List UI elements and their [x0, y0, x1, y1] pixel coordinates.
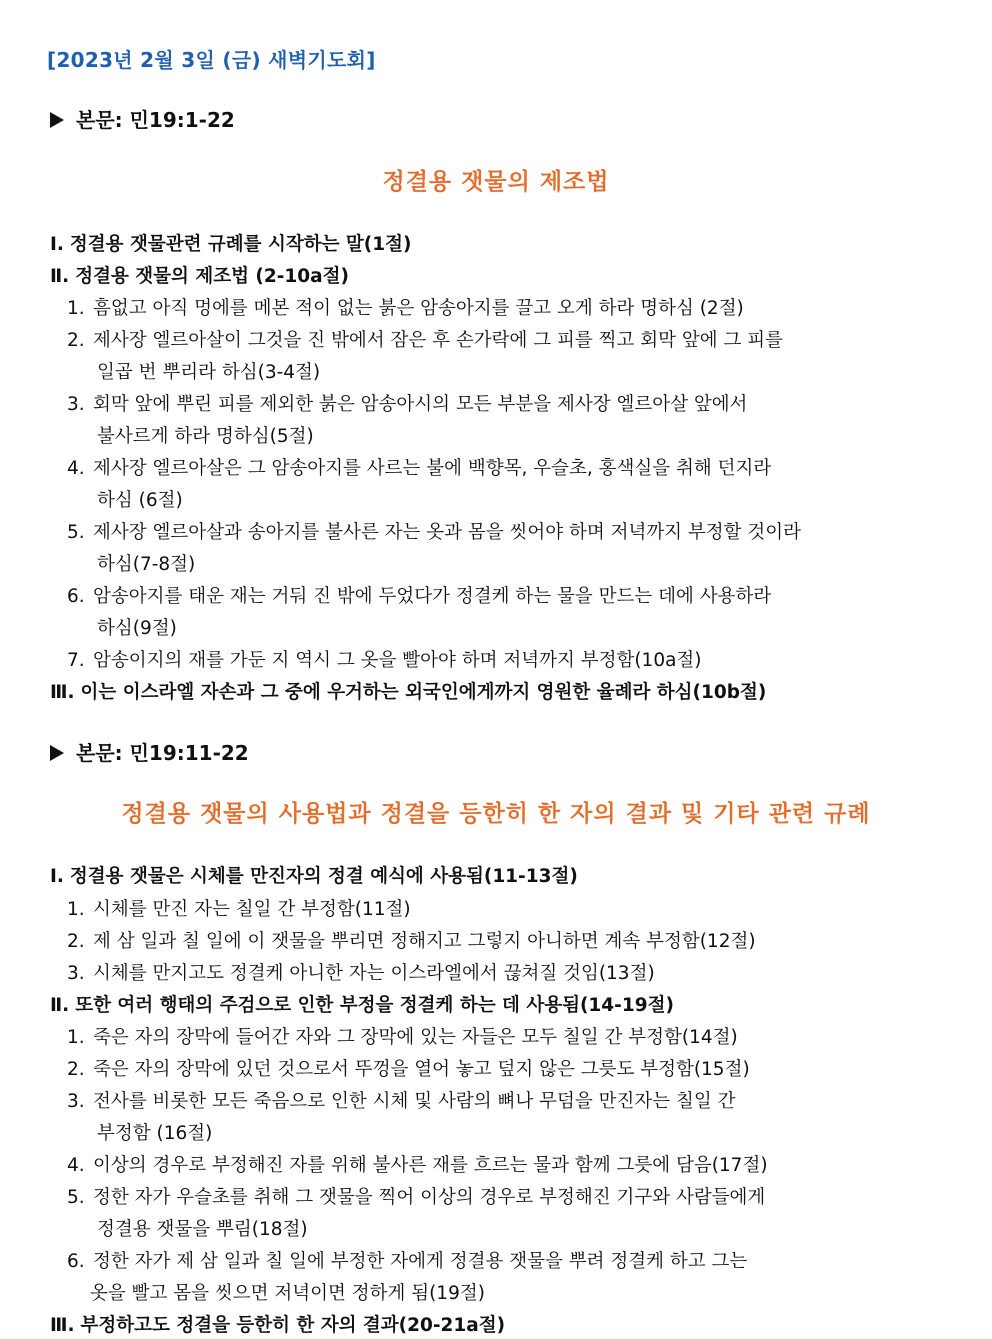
document-header: [2023년 2월 3일 (금) 새벽기도회] — [47, 48, 376, 72]
outline-heading-text: 부정하고도 정결을 등한히 한 자의 결과(20-21a절) — [80, 1315, 506, 1336]
item-continuation: 부정함 (16절) — [97, 1123, 213, 1144]
outline-heading — [50, 862, 578, 888]
roman-numeral: Ⅲ. — [50, 1315, 75, 1336]
list-item — [67, 1087, 735, 1113]
item-text: 전사를 비롯한 모든 죽음으로 인한 시체 및 사람의 뼈나 무덤을 만진자는 칠일 간 — [93, 1091, 736, 1112]
item-number: 5. — [67, 1187, 85, 1208]
list-item — [67, 1247, 747, 1273]
list-item — [67, 1151, 768, 1177]
item-number: 4. — [67, 1155, 85, 1176]
item-continuation: 일곱 번 뿌리라 하심(3-4절) — [97, 362, 321, 383]
roman-numeral: Ⅰ. — [50, 234, 64, 255]
list-item — [67, 390, 747, 416]
scripture-reference-text: 본문: 민19:11-22 — [76, 741, 249, 765]
list-item — [67, 895, 411, 921]
item-number: 1. — [67, 1027, 85, 1048]
item-text: 제 삼 일과 칠 일에 이 잿물을 뿌리면 정해지고 그렇지 아니하면 계속 부정함(12절) — [93, 931, 756, 952]
outline-heading — [50, 262, 349, 288]
item-text: 제사장 엘르아살과 송아지를 불사른 자는 옷과 몸을 씻어야 하며 저녁까지 부정할 것이라 — [93, 522, 802, 543]
scripture-reference-2 — [50, 737, 249, 766]
list-item — [67, 582, 771, 608]
section-title-2: 정결용 잿물의 사용법과 정결을 등한히 한 자의 결과 및 기타 관련 규례 — [121, 801, 871, 827]
roman-numeral: Ⅲ. — [50, 682, 75, 703]
item-continuation: 불사르게 하라 명하심(5절) — [97, 426, 314, 447]
list-item — [67, 1183, 765, 1209]
item-number: 2. — [67, 931, 85, 952]
outline-heading-text: 또한 여러 행태의 주검으로 인한 부정을 정결케 하는 데 사용됨(14-19절) — [75, 995, 674, 1016]
outline-heading — [50, 678, 766, 704]
outline-heading — [50, 230, 411, 256]
list-item — [67, 646, 702, 672]
item-text: 정한 자가 제 삼 일과 칠 일에 부정한 자에게 정결용 잿물을 뿌려 정결케 하고 그는 — [93, 1251, 748, 1272]
outline-heading-text: 정결용 잿물의 제조법 (2-10a절) — [75, 266, 349, 287]
list-item — [67, 1023, 738, 1049]
item-number: 1. — [67, 298, 85, 319]
roman-numeral: Ⅱ. — [50, 266, 70, 287]
item-number: 3. — [67, 394, 85, 415]
list-item — [67, 326, 783, 352]
outline-heading-text: 이는 이스라엘 자손과 그 중에 우거하는 외국인에게까지 영원한 율례라 하심(10b절) — [80, 682, 767, 703]
outline-heading — [50, 1311, 505, 1337]
roman-numeral: Ⅰ. — [50, 866, 64, 887]
item-number: 1. — [67, 899, 85, 920]
item-number: 2. — [67, 330, 85, 351]
item-number: 4. — [67, 458, 85, 479]
item-number: 3. — [67, 1091, 85, 1112]
item-number: 5. — [67, 522, 85, 543]
list-item — [67, 959, 655, 985]
item-continuation: 하심(7-8절) — [97, 554, 196, 575]
item-number: 6. — [67, 586, 85, 607]
outline-heading — [50, 991, 674, 1017]
outline-heading-text: 정결용 잿물관련 규례를 시작하는 말(1절) — [69, 234, 412, 255]
item-continuation: 하심 (6절) — [97, 490, 183, 511]
item-text: 제사장 엘르아살은 그 암송아지를 사르는 불에 백향목, 우슬초, 홍색실을 취해 던지라 — [93, 458, 772, 479]
item-text: 제사장 엘르아살이 그것을 진 밖에서 잠은 후 손가락에 그 피를 찍고 회막 앞에 그 피를 — [93, 330, 783, 351]
list-item — [67, 927, 756, 953]
item-text: 시체를 만진 자는 칠일 간 부정함(11절) — [93, 899, 411, 920]
item-text: 암송아지를 태운 재는 거둬 진 밖에 두었다가 정결케 하는 물을 만드는 데에 사용하라 — [93, 586, 772, 607]
item-text: 흠없고 아직 멍에를 메본 적이 없는 붉은 암송아지를 끌고 오게 하라 명하심 (2절) — [93, 298, 744, 319]
outline-heading-text: 정결용 잿물은 시체를 만진자의 정결 예식에 사용됨(11-13절) — [69, 866, 578, 887]
roman-numeral: Ⅱ. — [50, 995, 70, 1016]
list-item — [67, 518, 801, 544]
item-number: 6. — [67, 1251, 85, 1272]
item-text: 회막 앞에 뿌린 피를 제외한 붉은 암송아시의 모든 부분을 제사장 엘르아살 앞에서 — [93, 394, 748, 415]
item-number: 7. — [67, 650, 85, 671]
item-number: 2. — [67, 1059, 85, 1080]
section-title-1: 정결용 잿물의 제조법 — [382, 169, 610, 195]
scripture-reference-text: 본문: 민19:1-22 — [76, 108, 235, 132]
item-text: 정한 자가 우슬초를 취해 그 잿물을 찍어 이상의 경우로 부정해진 기구와 사람들에게 — [93, 1187, 766, 1208]
item-continuation: 하심(9절) — [97, 618, 177, 639]
item-text: 죽은 자의 장막에 있던 것으로서 뚜껑을 열어 놓고 덮지 않은 그릇도 부정함(15절) — [93, 1059, 750, 1080]
triangle-bullet-icon — [50, 112, 64, 128]
scripture-reference-1 — [50, 104, 235, 133]
item-text: 죽은 자의 장막에 들어간 자와 그 장막에 있는 자들은 모두 칠일 간 부정함(14절) — [93, 1027, 738, 1048]
list-item — [67, 294, 744, 320]
item-continuation: 옷을 빨고 몸을 씻으면 저녁이면 정하게 됨(19절) — [90, 1283, 485, 1304]
item-text: 시체를 만지고도 정결케 아니한 자는 이스라엘에서 끊쳐질 것임(13절) — [93, 963, 655, 984]
item-continuation: 정결용 잿물을 뿌림(18절) — [97, 1219, 308, 1240]
list-item — [67, 1055, 750, 1081]
item-text: 이상의 경우로 부정해진 자를 위해 불사른 재를 흐르는 물과 함께 그릇에 담음(17절) — [93, 1155, 768, 1176]
list-item — [67, 454, 771, 480]
triangle-bullet-icon — [50, 745, 64, 761]
item-text: 암송이지의 재를 가둔 지 역시 그 옷을 빨아야 하며 저녁까지 부정함(10a절) — [93, 650, 702, 671]
item-number: 3. — [67, 963, 85, 984]
